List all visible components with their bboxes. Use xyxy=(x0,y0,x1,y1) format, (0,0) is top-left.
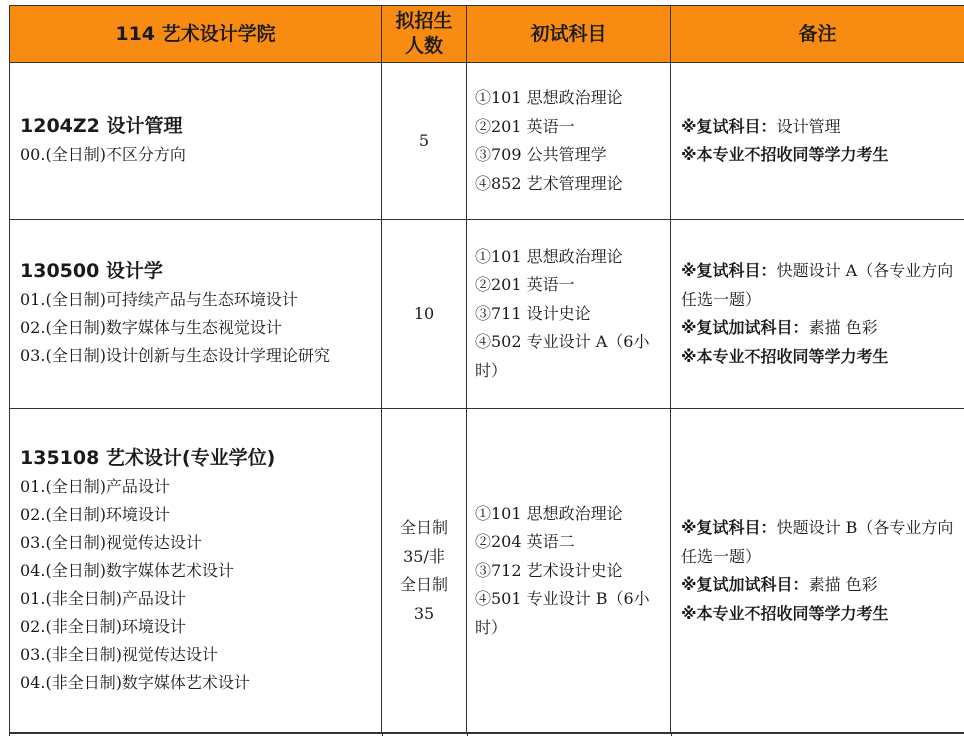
header-exam-subjects: 初试科目 xyxy=(467,6,671,63)
note-text: 快题设计 B（各专业方向任选一题） xyxy=(681,518,954,566)
next-row-edge xyxy=(9,732,964,736)
direction-item: 01.(全日制)产品设计 xyxy=(20,476,170,496)
direction-item: 04.(全日制)数字媒体艺术设计 xyxy=(20,560,234,580)
note-item xyxy=(681,257,958,314)
note-label: ※复试加试科目： xyxy=(681,575,809,594)
note-text: 素描 色彩 xyxy=(808,318,878,337)
note-item xyxy=(681,514,958,571)
note-label: ※复试科目： xyxy=(681,116,777,136)
direction-item: 03.(全日制)视觉传达设计 xyxy=(20,532,202,552)
major-cell xyxy=(10,409,382,734)
direction-item: 02.(非全日制)环境设计 xyxy=(20,616,186,636)
subject-item: ④501 专业设计 B（6小时） xyxy=(475,589,650,637)
direction-item: 02.(全日制)数字媒体与生态视觉设计 xyxy=(20,317,282,337)
subject-item: ①101 思想政治理论 xyxy=(475,503,623,523)
quota-cell xyxy=(382,409,467,734)
direction-item: 04.(非全日制)数字媒体艺术设计 xyxy=(20,672,250,692)
subjects-cell xyxy=(467,63,671,220)
header-notes: 备注 xyxy=(671,6,964,63)
subject-item: ③711 设计史论 xyxy=(475,303,591,323)
direction-item: 02.(全日制)环境设计 xyxy=(20,504,170,524)
table-row xyxy=(10,409,964,734)
subject-item: ④852 艺术管理理论 xyxy=(475,173,623,193)
note-label: ※复试科目： xyxy=(681,261,777,280)
table-row xyxy=(10,220,964,409)
note-label: ※复试科目： xyxy=(681,518,777,537)
direction-item: 01.(非全日制)产品设计 xyxy=(20,588,186,608)
subject-item: ②204 英语二 xyxy=(475,532,575,552)
notes-cell xyxy=(671,409,964,734)
subject-item: ②201 英语一 xyxy=(475,275,575,295)
note-label: ※本专业不招收同等学力考生 xyxy=(681,145,889,164)
subject-item: ①101 思想政治理论 xyxy=(475,88,623,107)
note-item xyxy=(681,600,958,629)
table-header-row xyxy=(10,6,964,63)
note-text: 快题设计 A（各专业方向任选一题） xyxy=(681,261,954,309)
quota-cell: 5 xyxy=(382,63,467,220)
note-label: ※本专业不招收同等学力考生 xyxy=(681,603,889,623)
note-label: ※本专业不招收同等学力考生 xyxy=(681,346,889,366)
note-item xyxy=(681,314,958,343)
header-quota xyxy=(382,6,467,63)
subject-item: ①101 思想政治理论 xyxy=(475,246,623,266)
note-item xyxy=(681,571,958,600)
note-item xyxy=(681,113,958,142)
note-item xyxy=(681,343,958,372)
notes-cell xyxy=(671,63,964,220)
direction-item: 01.(全日制)可持续产品与生态环境设计 xyxy=(20,289,298,309)
major-title: 130500 设计学 xyxy=(20,259,163,282)
subject-item: ②201 英语一 xyxy=(475,116,575,136)
subject-item: ③709 公共管理学 xyxy=(475,145,607,164)
table-row xyxy=(10,63,964,220)
note-label: ※复试加试科目： xyxy=(681,318,809,337)
major-cell xyxy=(10,220,382,409)
subject-item: ③712 艺术设计史论 xyxy=(475,560,623,580)
major-cell xyxy=(10,63,382,220)
direction-item: 03.(非全日制)视觉传达设计 xyxy=(20,644,218,664)
enrollment-table xyxy=(9,5,964,734)
header-quota-text: 拟招生人数 xyxy=(395,10,453,57)
direction-item: 00.(全日制)不区分方向 xyxy=(20,144,186,164)
subjects-cell xyxy=(467,220,671,409)
notes-cell xyxy=(671,220,964,409)
direction-item: 03.(全日制)设计创新与生态设计学理论研究 xyxy=(20,345,330,365)
note-text: 设计管理 xyxy=(776,116,841,136)
header-college: 114 艺术设计学院 xyxy=(10,6,382,63)
subject-item: ④502 专业设计 A（6小时） xyxy=(475,332,650,380)
major-title: 1204Z2 设计管理 xyxy=(20,114,183,137)
major-title: 135108 艺术设计(专业学位) xyxy=(20,446,276,469)
note-item xyxy=(681,141,958,170)
note-text: 素描 色彩 xyxy=(808,575,878,594)
quota-cell: 10 xyxy=(382,220,467,409)
quota-text: 全日制35/非全日制35 xyxy=(399,518,448,623)
subjects-cell xyxy=(467,409,671,734)
